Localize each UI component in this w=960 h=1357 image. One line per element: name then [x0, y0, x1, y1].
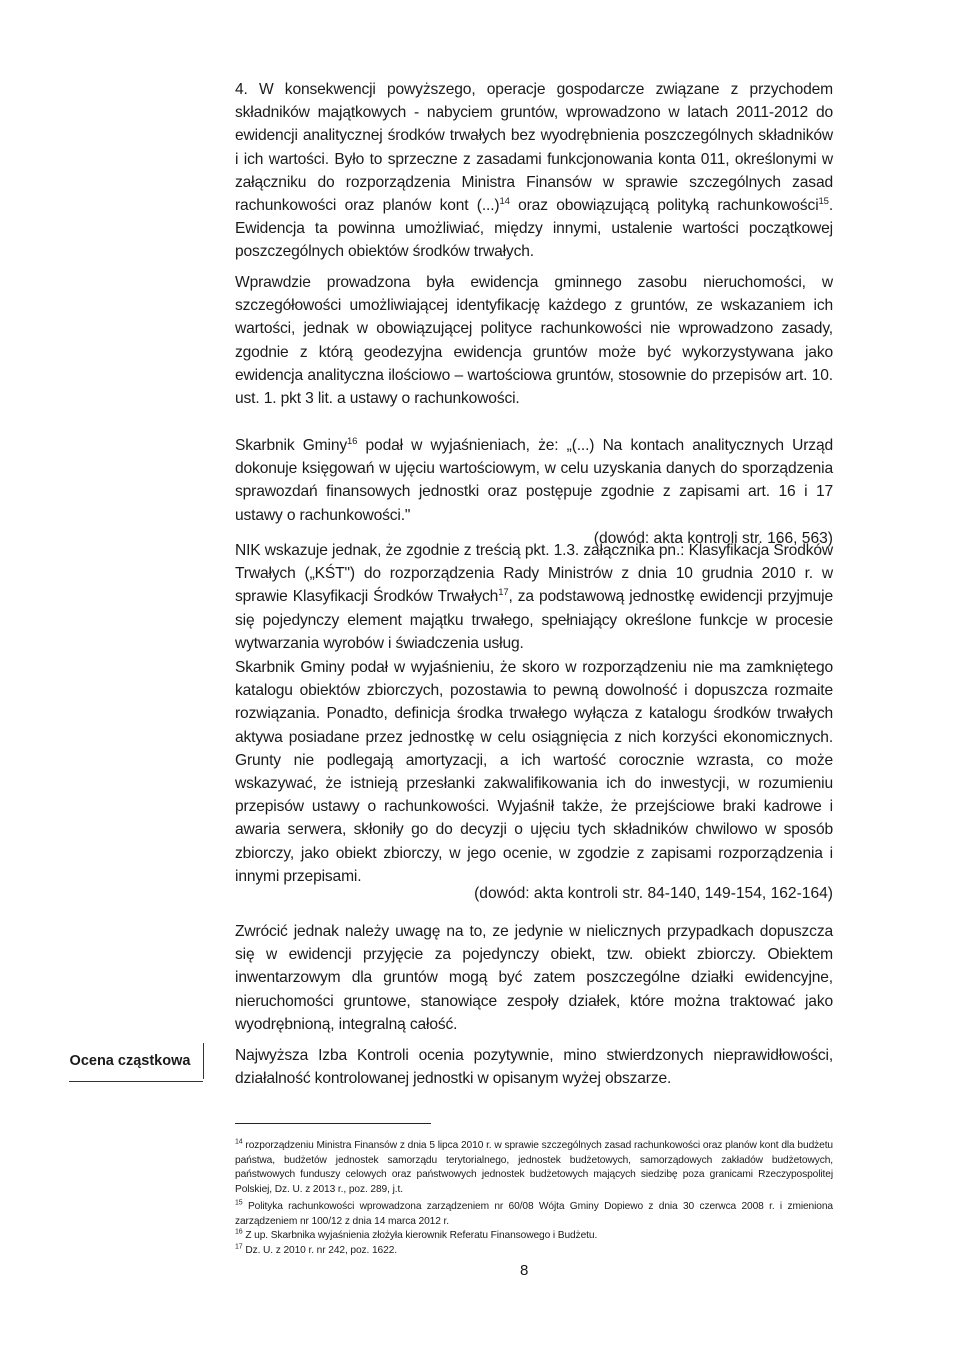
footnote-number: 15	[235, 1199, 243, 1207]
text-run: Najwyższa Izba Kontroli ocenia pozytywnie, mino stwierdzonych nieprawidłowości, działalność kontrolowanej jednostki w opisanym wyżej obszarze.	[235, 1047, 833, 1088]
footnote	[235, 1244, 833, 1259]
text-run: . Ewidencja ta powinna umożliwiać, między innymi, ustalenie wartości początkowej poszczególnych obiektów środków trwałych.	[235, 197, 833, 261]
paragraph-note	[235, 920, 833, 1036]
paragraph-text	[235, 78, 833, 264]
footnote-marker: 17	[498, 587, 509, 599]
footnote-text: Dz. U. z 2010 r. nr 242, poz. 1622.	[242, 1245, 397, 1256]
text-run: Wprawdzie prowadzona była ewidencja gminnego zasobu nieruchomości, w szczegółowości umożliwiającej identyfikację każdego z gruntów, ze wskazaniem ich wartości, jednak w obowiązującej polityce rachunkowości nie wprowadzono zasady, zgodnie z którą geodezyjna ewidencja gruntów może być wykorzystywana jako ewidencja analityczna ilościowo – wartościowa gruntów, stosownie do przepisów art. 10. ust. 1. pkt 3 lit. a ustawy o rachunkowości.	[235, 274, 833, 408]
footnote	[235, 1229, 833, 1244]
text-run: podał w wyjaśnieniach, że: „(...) Na kontach analitycznych Urząd dokonuje księgowań w ujęciu wartościowym, w celu uzyskania danych do sporządzenia sprawozdań finansowych jednostki oraz postępuje zgodnie z zapisami art. 16 i 17 ustawy o rachunkowości."	[235, 437, 833, 524]
paragraph-nik-assessment	[235, 539, 833, 655]
evidence-reference: (dowód: akta kontroli str. 84-140, 149-154, 162-164)	[474, 885, 833, 902]
text-run: 4. W konsekwencji powyższego, operacje gospodarcze związane z przychodem składników majątkowych - nabyciem gruntów, wprowadzono w latach 2011-2012 do ewidencji analitycznej środków trwałych bez wyodrębnienia poszczególnych składników i ich wartości. Było to sprzeczne z zasadami funkcjonowania konta 011, określonymi w załączniku do rozporządzenia Ministra Finansów w sprawie szczególnych zasad rachunkowości oraz planów kont (...)	[235, 81, 833, 215]
text-run: Skarbnik Gminy	[235, 437, 348, 454]
paragraph-text	[235, 1044, 833, 1090]
text-run: oraz obowiązującą polityką rachunkowości	[509, 197, 819, 215]
evidence-block	[235, 882, 833, 905]
footnote-text: rozporządzeniu Ministra Finansów z dnia 5 lipca 2010 r. w sprawie szczególnych zasad rachunkowości oraz planów kont dla budżetu państwa, budżetów jednostek samorządu terytorialnego, jednostek budżetowych, samorządowych zakładów budżetowych, państwowych funduszy celowych oraz państwowych jednostek budżetowych mających siedzibę poza granicami Rzeczypospolitej Polskiej, Dz. U. z 2013 r., poz. 289, j.t.	[235, 1140, 833, 1195]
footnote	[235, 1200, 833, 1229]
paragraph-land-register	[235, 271, 833, 410]
footnote-text: Z up. Skarbnika wyjaśnienia złożyła kierownik Referatu Finansowego i Budżetu.	[242, 1230, 598, 1241]
paragraph-text	[235, 434, 833, 527]
footnote-number: 14	[235, 1138, 243, 1146]
paragraph-consequences	[235, 78, 833, 264]
page-number: 8	[520, 1262, 529, 1279]
footnote-divider	[235, 1123, 431, 1124]
partial-assessment-label: Ocena cząstkowa	[57, 1043, 204, 1079]
footnote-number: 16	[235, 1228, 243, 1236]
footnote-marker: 15	[818, 195, 829, 207]
footnote-number: 17	[235, 1243, 243, 1251]
text-run: , za podstawową jednostkę ewidencji przyjmuje się pojedynczy element majątku trwałego, spełniający określone funkcje w procesie wytwarzania wyrobów i świadczenia usług.	[235, 588, 833, 652]
paragraph-treasurer-explanation-2	[235, 656, 833, 888]
text-run: NIK wskazuje jednak, że zgodnie z treścią pkt. 1.3. załącznika pn.: Klasyfikacja Środków Trwałych („KŚT") do rozporządzenia Rady Ministrów z dnia 10 grudnia 2010 r. w sprawie Klasyfikacji Środków Trwałych	[235, 542, 833, 606]
paragraph-partial-assessment	[235, 1044, 833, 1090]
footnote	[235, 1139, 833, 1197]
paragraph-text	[235, 920, 833, 1036]
text-run: Zwrócić jednak należy uwagę na to, ze jedynie w nielicznych przypadkach dopuszcza się w ewidencji przyjęcie za pojedynczy obiekt, tzw. obiekt zbiorczy. Obiektem inwentarzowym dla gruntów mogą być zatem poszczególne działki ewidencyjne, nieruchomości gruntowe, stanowiące zespoły działek, które można traktować jako wyodrębnioną, integralną całość.	[235, 923, 833, 1033]
paragraph-text	[235, 656, 833, 888]
paragraph-treasurer-explanation	[235, 434, 833, 550]
footnote-marker: 14	[499, 195, 510, 207]
paragraph-text	[235, 271, 833, 410]
text-run: Skarbnik Gminy podał w wyjaśnieniu, że skoro w rozporządzeniu nie ma zamkniętego katalogu obiektów zbiorczych, pozostawia to pewną dowolność i dopuszcza rozmaite rozwiązania. Ponadto, definicja środka trwałego wyłącza z katalogu środków trwałych aktywa posiadane przez jednostkę w celu osiągnięcia z nich korzyści ekonomicznych. Grunty nie podlegają amortyzacji, a ich wartość corocznie wzrasta, co może wskazywać, że istnieją przesłanki zakwalifikowania ich do inwestycji, w rozumieniu przepisów ustawy o rachunkowości. Wyjaśnił także, że przejściowe braki kadrowe i awaria serwera, skłoniły go do decyzji o ujęciu tych składników chwilowo w sposób zbiorczy, jako obiekt zbiorczy, w jego ocenie, w zgodzie z zapisami rozporządzenia i innymi przepisami.	[235, 659, 833, 885]
footnote-marker: 16	[347, 435, 358, 447]
footnote-text: Polityka rachunkowości wprowadzona zarządzeniem nr 60/08 Wójta Gminy Dopiewo z dnia 30 czerwca 2008 r. i zmieniona zarządzeniem nr 100/12 z dnia 14 marca 2012 r.	[235, 1201, 833, 1227]
paragraph-text	[235, 539, 833, 655]
evidence-reference: (dowód: akta kontroli str. 166, 563)	[593, 529, 833, 547]
